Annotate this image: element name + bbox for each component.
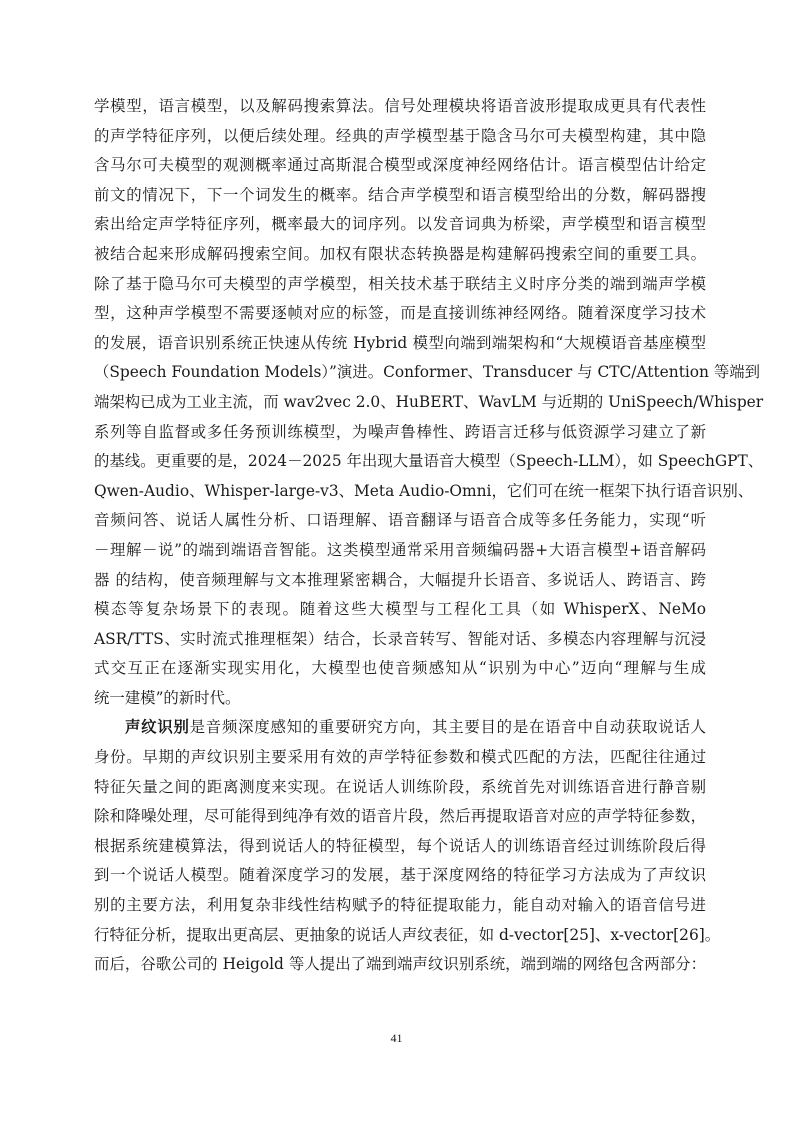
text-line: ASR/TTS、实时流式推理框架）结合，长录音转写、智能对话、多模态内容理解与沉浸 — [94, 629, 706, 648]
text-line: 的基线。更重要的是，2024－2025 年出现大量语音大模型（Speech-LLM），如 SpeechGPT、 — [94, 452, 764, 471]
text-line: －理解－说”的端到端语音智能。这类模型通常采用音频编码器+大语言模型+语音解码 — [94, 540, 706, 559]
text-line: 模态等复杂场景下的表现。随着这些大模型与工程化工具（如 WhisperX、NeMo — [94, 600, 706, 619]
text-line: 索出给定声学特征序列，概率最大的词序列。以发音词典为桥梁，声学模型和语言模型 — [94, 215, 706, 234]
text-line: 音频问答、说话人属性分析、口语理解、语音翻译与语音合成等多任务能力，实现“听 — [94, 511, 706, 530]
paragraph-2-first-line-text: 是音频深度感知的重要研究方向，其主要目的是在语音中自动获取说话人 — [189, 718, 706, 737]
page-number: 41 — [390, 1031, 403, 1045]
text-line: 的发展，语音识别系统正快速从传统 Hybrid 模型向端到端架构和“大规模语音基座模型 — [94, 333, 706, 352]
text-line: （Speech Foundation Models）”演进。Conformer、Transducer 与 CTC/Attention 等端到 — [94, 363, 761, 382]
text-line: 前文的情况下，下一个词发生的概率。结合声学模型和语言模型给出的分数，解码器搜 — [94, 185, 706, 204]
text-line: 统一建模”的新时代。 — [94, 688, 241, 707]
text-line: 除和降噪处理，尽可能得到纯净有效的语音片段，然后再提取语音对应的声学特征参数， — [94, 807, 706, 826]
paragraph-2 — [94, 713, 721, 979]
text-line: 到一个说话人模型。随着深度学习的发展，基于深度网络的特征学习方法成为了声纹识 — [94, 866, 706, 885]
paragraph-2-first-line — [94, 713, 706, 743]
text-line: 学模型，语言模型，以及解码搜索算法。信号处理模块将语音波形提取成更具有代表性 — [94, 97, 706, 115]
text-line: 含马尔可夫模型的观测概率通过高斯混合模型或深度神经网络估计。语言模型估计给定 — [94, 156, 706, 175]
text-line: 行特征分析，提取出更高层、更抽象的说话人声纹表征，如 d-vector[25]、x-vector[26]。 — [94, 925, 721, 944]
text-line: 根据系统建模算法，得到说话人的特征模型，每个说话人的训练语音经过训练阶段后得 — [94, 836, 706, 855]
term-voiceprint-recognition: 声纹识别 — [125, 718, 190, 737]
text-line: 端架构已成为工业主流，而 wav2vec 2.0、HuBERT、WavLM 与近期的 UniSpeech/Whisper — [94, 392, 764, 411]
text-line: 除了基于隐马尔可夫模型的声学模型，相关技术基于联结主义时序分类的端到端声学模 — [94, 274, 706, 293]
text-line: 系列等自监督或多任务预训练模型，为噪声鲁棒性、跨语言迁移与低资源学习建立了新 — [94, 422, 706, 441]
text-line: 别的主要方法，利用复杂非线性结构赋予的特征提取能力，能自动对输入的语音信号进 — [94, 896, 706, 915]
text-line: 器 的结构，使音频理解与文本推理紧密耦合，大幅提升长语音、多说话人、跨语言、跨 — [94, 570, 706, 589]
text-line: 而后，谷歌公司的 Heigold 等人提出了端到端声纹识别系统，端到端的网络包含两部分： — [94, 955, 706, 974]
text-line: 身份。早期的声纹识别主要采用有效的声学特征参数和模式匹配的方法，匹配往往通过 — [94, 748, 706, 767]
text-line: 被结合起来形成解码搜索空间。加权有限状态转换器是构建解码搜索空间的重要工具。 — [94, 244, 706, 263]
text-line: 特征矢量之间的距离测度来实现。在说话人训练阶段，系统首先对训练语音进行静音剔 — [94, 777, 706, 796]
text-line: 的声学特征序列，以便后续处理。经典的声学模型基于隐含马尔可夫模型构建，其中隐 — [94, 126, 706, 145]
text-line: Qwen-Audio、Whisper-large-v3、Meta Audio-Omni，它们可在统一框架下执行语音识别、 — [94, 481, 754, 500]
body-text — [94, 92, 764, 980]
paragraph-1 — [94, 92, 764, 713]
text-line: 型，这种声学模型不需要逐帧对应的标签，而是直接训练神经网络。随着深度学习技术 — [94, 304, 706, 323]
text-line: 式交互正在逐渐实现实用化，大模型也使音频感知从“识别为中心”迈向“理解与生成 — [94, 659, 706, 678]
